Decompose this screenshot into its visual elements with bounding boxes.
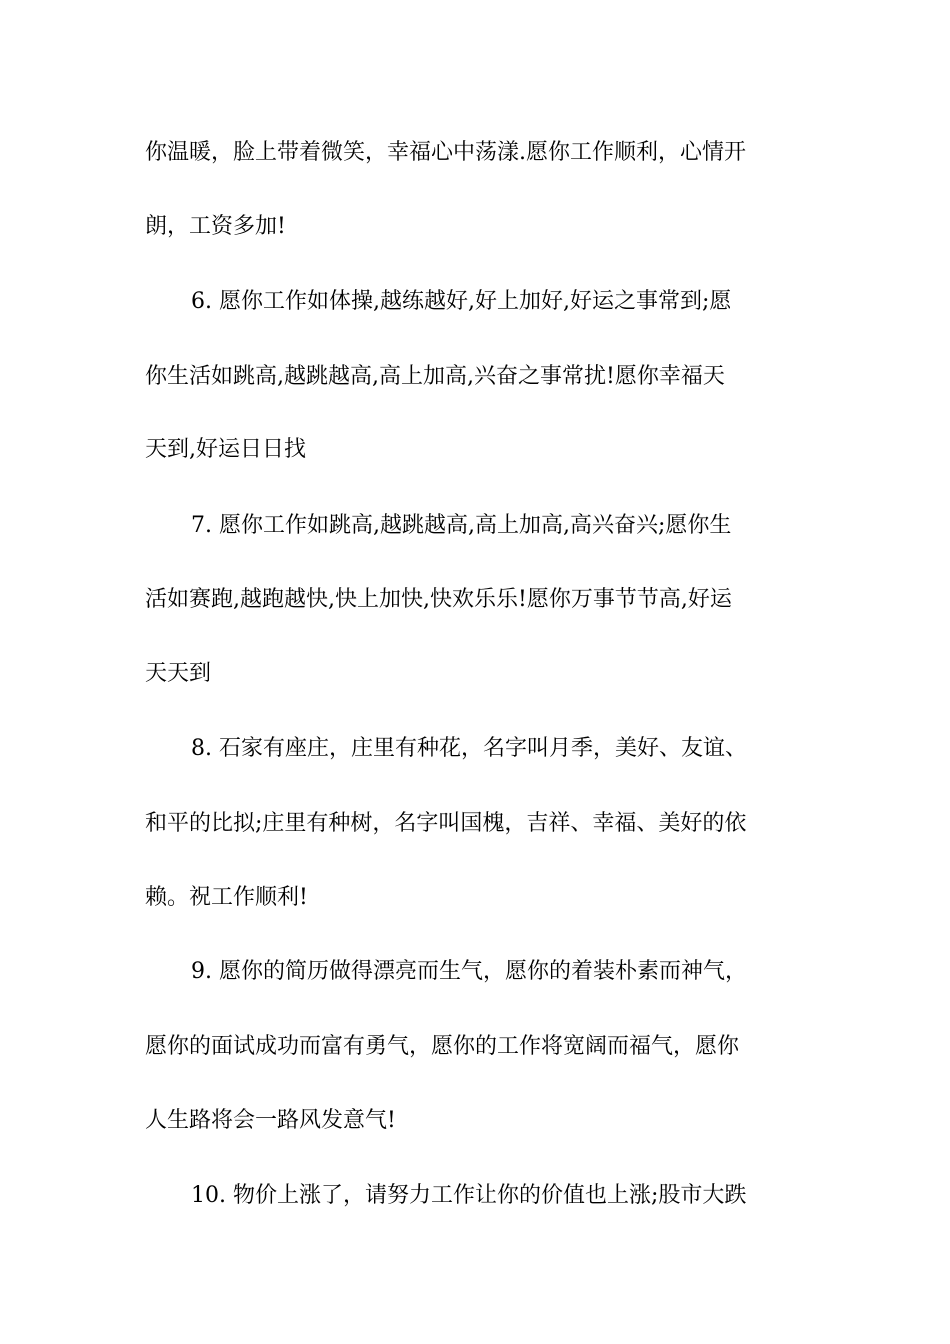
list-item-7-line: 活如赛跑,越跑越快,快上加快,快欢乐乐!愿你万事节节高,好运 [145,587,732,612]
paragraph-line: 朗，工资多加! [145,214,286,239]
list-item-6-line: 你生活如跳高,越跳越高,高上加高,兴奋之事常扰!愿你幸福天 [145,364,725,389]
list-item-9-line: 9. 愿你的简历做得漂亮而生气，愿你的着装朴素而神气， [191,959,747,984]
list-item-10-line: 10. 物价上涨了，请努力工作让你的价值也上涨;股市大跌 [191,1183,747,1208]
list-item-6-line: 6. 愿你工作如体操,越练越好,好上加好,好运之事常到;愿 [191,289,732,314]
list-item-7-line: 天天到 [145,661,212,686]
list-item-8-line: 赖。祝工作顺利! [145,885,308,910]
list-item-8-line: 8. 石家有座庄，庄里有种花，名字叫月季，美好、友谊、 [191,736,747,761]
paragraph-line: 你温暖，脸上带着微笑，幸福心中荡漾.愿你工作顺利，心情开 [145,140,746,165]
list-item-7-line: 7. 愿你工作如跳高,越跳越高,高上加高,高兴奋兴;愿你生 [191,513,732,538]
list-item-9-line: 人生路将会一路风发意气! [145,1108,396,1133]
list-item-6-line: 天到,好运日日找 [145,437,306,462]
list-item-9-line: 愿你的面试成功而富有勇气，愿你的工作将宽阔而福气，愿你 [145,1034,740,1059]
list-item-8-line: 和平的比拟;庄里有种树，名字叫国槐，吉祥、幸福、美好的依 [145,811,747,836]
